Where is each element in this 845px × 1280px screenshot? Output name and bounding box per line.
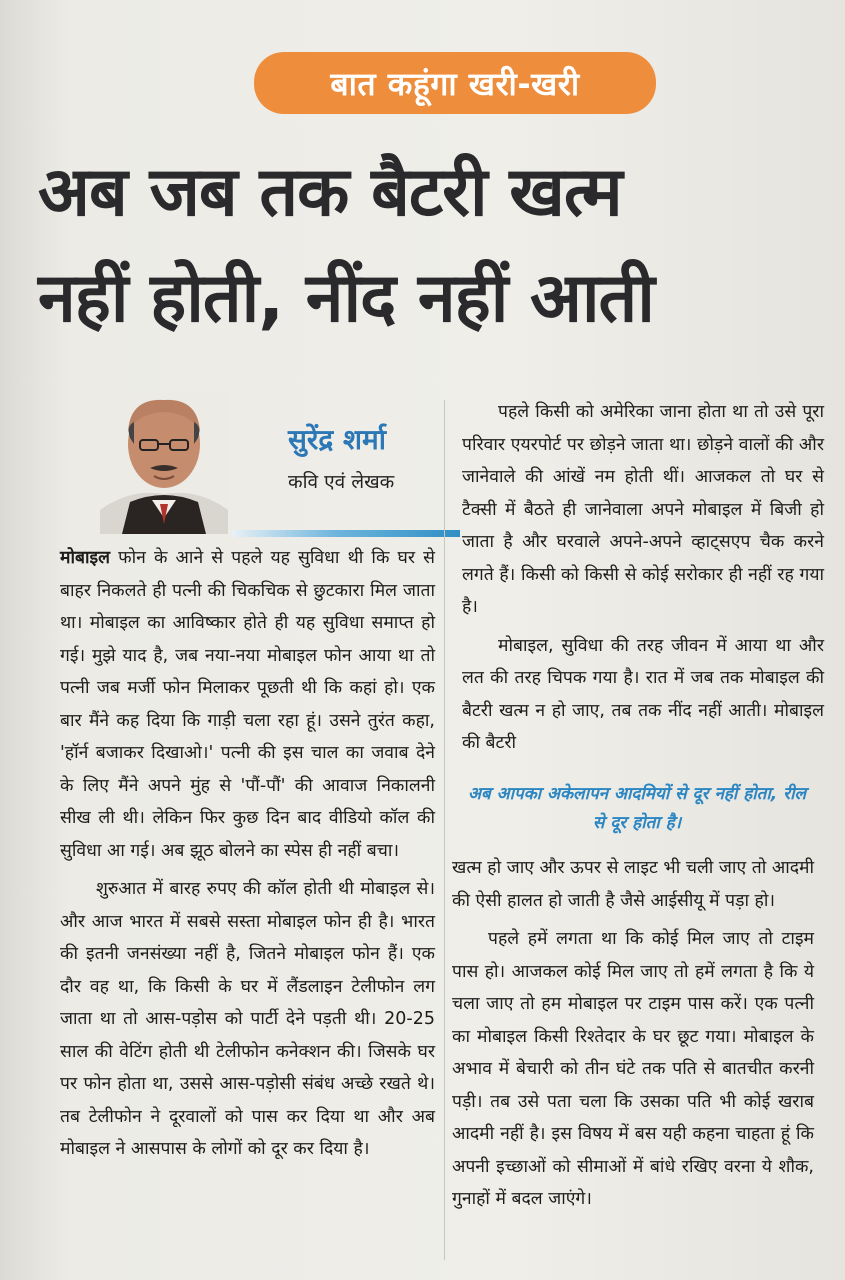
- right-paragraph-3: खत्म हो जाए और ऊपर से लाइट भी चली जाए तो आदमी की ऐसी हालत हो जाती है जैसे आईसीयू में पड़ा हो।: [452, 858, 814, 911]
- left-paragraph-1: [60, 542, 435, 867]
- left-paragraph-1-text: फोन के आने से पहले यह सुविधा थी कि घर से बाहर निकलते ही पत्नी की चिकचिक से छुटकारा मिल जाता था। मोबाइल का आविष्कार होते ही यह सुविधा समाप्त हो गई। मुझे याद है, जब नया-नया मोबाइल फोन आया था तो पत्नी जब मर्जी फोन मिलाकर पूछती थी कि कहां हो। एक बार मैंने कह दिया कि गाड़ी चला रहा हूं। उसने तुरंत कहा, 'हॉर्न बजाकर दिखाओ।' पत्नी की इस चाल का जवाब देने के लिए मैंने अपने मुंह से 'पौं-पौं' की आवाज निकालनी सीख ली थी। लेकिन फिर कुछ दिन बाद वीडियो कॉल की सुविधा आ गई। अब झूठ बोलने का स्पेस ही नहीं बचा।: [60, 548, 435, 861]
- right-paragraph-2: मोबाइल, सुविधा की तरह जीवन में आया था और लत की तरह चिपक गया है। रात में जब तक मोबाइल की बैटरी खत्म न हो जाए, तब तक नींद नहीं आती। मोबाइल की बैटरी: [462, 635, 824, 753]
- kicker-text: बात कहूंगा खरी-खरी: [330, 64, 580, 103]
- author-name: सुरेंद्र शर्मा: [288, 423, 387, 456]
- left-paragraph-2: शुरुआत में बारह रुपए की कॉल होती थी मोबाइल से। और आज भारत में सबसे सस्ता मोबाइल फोन ही है। भारत की इतनी जनसंख्या नहीं है, जितने मोबाइल फोन हैं। एक दौर वह था, कि किसी के घर में लैंडलाइन टेलीफोन लग जाता था तो आस-पड़ोस को पार्टी देने पड़ती थी। 20-25 साल की वेटिंग होती थी टेलीफोन कनेक्शन की। जिसके घर पर फोन होता था, उससे आस-पड़ोसी संबंध अच्छे रखते थे। तब टेलीफोन ने दूरवालों को पास कर दिया था और अब मोबाइल ने आसपास के लोगों को दूर कर दिया है।: [60, 879, 435, 1159]
- article-right-column-bottom: [452, 852, 814, 1222]
- lead-word: मोबाइल: [60, 548, 110, 568]
- right-paragraph-4: पहले हमें लगता था कि कोई मिल जाए तो टाइम पास हो। आजकल कोई मिल जाए तो हमें लगता है कि ये चला जाए तो हम मोबाइल पर टाइम पास करें। एक पत्नी का मोबाइल किसी रिश्तेदार के घर छूट गया। मोबाइल के अभाव में बेचारी को तीन घंटे तक पति से बातचीत करनी पड़ी। तब उसे पता चला कि उसका पति भी कोई खराब आदमी नहीं है। इस विषय में बस यही कहना चाहता हूं कि अपनी इच्छाओं को सीमाओं में बांधे रखिए वरना ये शौक, गुनाहों में बदल जाएंगे।: [452, 929, 814, 1209]
- author-role: कवि एवं लेखक: [288, 471, 395, 493]
- pull-quote: अब आपका अकेलापन आदमियों से दूर नहीं होता, रील से दूर होता है।: [467, 784, 807, 833]
- column-divider: [444, 400, 445, 1260]
- author-photo: [100, 392, 228, 534]
- article-right-column-top: [462, 396, 824, 766]
- right-paragraph-1: पहले किसी को अमेरिका जाना होता था तो उसे पूरा परिवार एयरपोर्ट पर छोड़ने जाता था। छोड़ने वालों की और जानेवाले की आंखें नम होती थीं। आजकल तो घर से टैक्सी में बैठते ही जानेवाला अपने मोबाइल में बिजी हो जाता है और घरवाले अपने-अपने व्हाट्सएप चैक करने लगते हैं। किसी को किसी से कोई सरोकार ही नहीं रह गया है।: [462, 402, 824, 617]
- author-underline-bar: [232, 530, 460, 537]
- column-kicker-badge: [254, 52, 656, 114]
- headline: [38, 140, 843, 352]
- headline-line-2: नहीं होती, नींद नहीं आती: [38, 259, 654, 338]
- headline-line-1: अब जब तक बैटरी खत्म: [38, 153, 622, 232]
- article-left-column: [60, 542, 435, 1172]
